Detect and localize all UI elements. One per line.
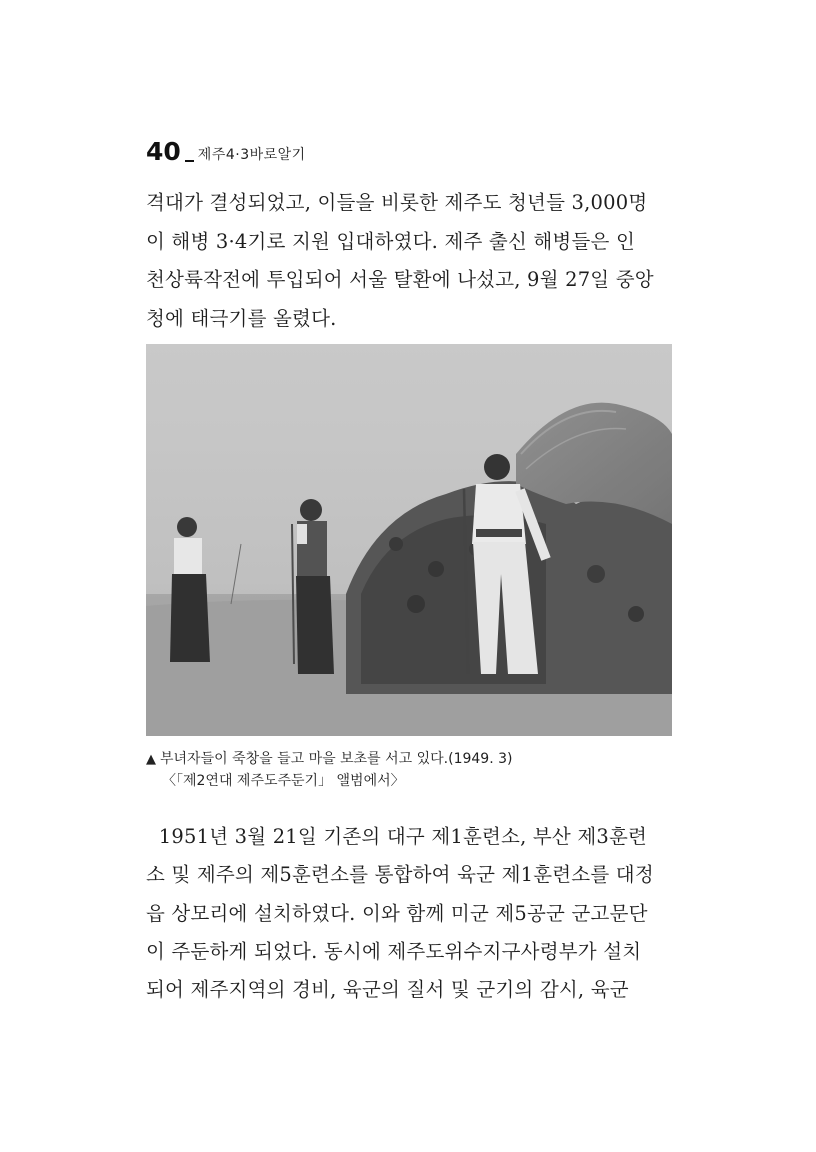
caption-source: 〈「제2연대 제주도주둔기」 앨범에서〉 [162, 773, 405, 789]
historical-photo [146, 344, 672, 736]
text-line: 소 및 제주의 제5훈련소를 통합하여 육군 제1훈련소를 대정 [146, 863, 654, 887]
body-paragraph-1 [146, 184, 674, 338]
figure-caption [146, 748, 676, 792]
text-line: 청에 태극기를 올렸다. [146, 306, 337, 330]
caption-text: 부녀자들이 죽창을 들고 마을 보초를 서고 있다.(1949. 3) [160, 751, 513, 767]
caption-marker-icon: ▲ [146, 752, 156, 767]
body-paragraph-2 [146, 818, 674, 1009]
page-number: 40 [146, 137, 181, 166]
caption-line [146, 748, 676, 770]
text-line: 이 해병 3·4기로 지원 입대하였다. 제주 출신 해병들은 인 [146, 229, 635, 253]
text-line: 1951년 3월 21일 기존의 대구 제1훈련소, 부산 제3훈련 [146, 825, 648, 848]
running-header [146, 128, 306, 164]
running-title: 제주4·3바로알기 [197, 147, 306, 163]
text-line: 천상륙작전에 투입되어 서울 탈환에 나섰고, 9월 27일 중앙 [146, 268, 654, 291]
text-line: 읍 상모리에 설치하였다. 이와 함께 미군 제5공군 군고문단 [146, 901, 648, 925]
header-separator [185, 160, 194, 162]
text-line: 이 주둔하게 되었다. 동시에 제주도위수지구사령부가 설치 [146, 939, 642, 963]
text-line: 격대가 결성되었고, 이들을 비롯한 제주도 청년들 3,000명 [146, 191, 648, 214]
text-line: 되어 제주지역의 경비, 육군의 질서 및 군기의 감시, 육군 [146, 978, 629, 1002]
